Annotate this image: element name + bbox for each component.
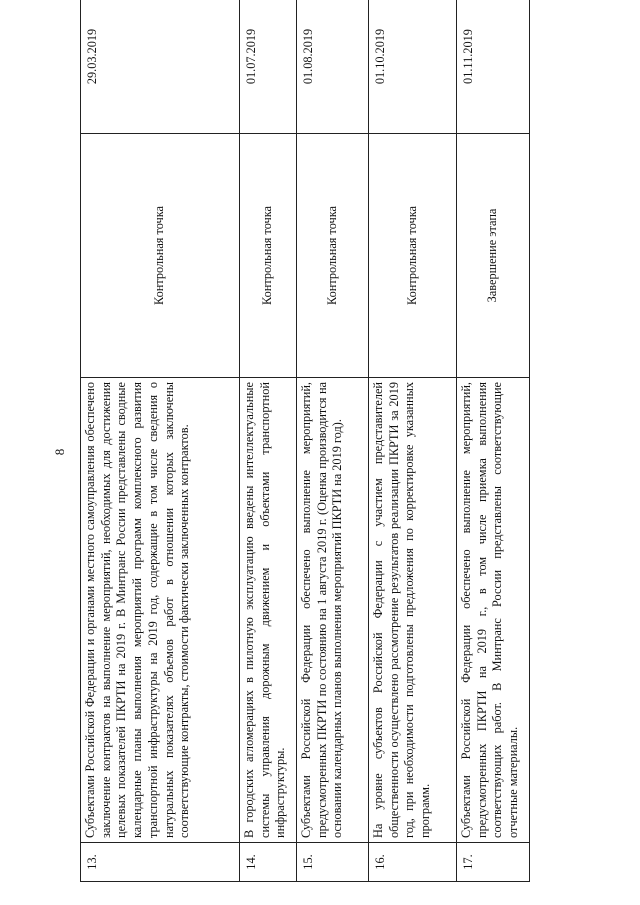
table-row — [369, 0, 457, 882]
row-description: Субъектами Российской Федерации обеспечено выполнение мероприятий, предусмотренных ПКРТИ по состоянию на 1 августа 2019 г. (Оценка производится на основании календарных планов выполнения мероприятий ПКРТИ на 2019 год). — [297, 378, 369, 843]
row-date: 01.10.2019 — [369, 0, 457, 134]
row-type: Контрольная точка — [297, 134, 369, 378]
row-description: В городских агломерациях в пилотную эксплуатацию введены интеллектуальные системы управления дорожным движением и объектами транспортной инфраструктуры. — [240, 378, 297, 843]
row-type: Контрольная точка — [369, 134, 457, 378]
row-type: Контрольная точка — [240, 134, 297, 378]
table-row — [457, 0, 530, 882]
milestones-table-wrapper — [80, 16, 521, 882]
row-description: Субъектами Российской Федерации и органами местного самоуправления обеспечено заключение контрактов на выполнение мероприятий, необходимых для достижения целевых показателей ПКРТИ на 2019 г. В Минтранс России представлены сводные календарные планы выполнения мероприятий программ комплексного развития транспортной инфраструктуры на 2019 год, содержащие в том числе сведения о натуральных показателях объемов работ в отношении которых заключены соответствующие контракты, стоимости фактически заключенных контрактов. — [81, 378, 240, 843]
row-number: 14. — [240, 843, 297, 882]
row-date: 01.11.2019 — [457, 0, 530, 134]
row-number: 15. — [297, 843, 369, 882]
row-date: 01.08.2019 — [297, 0, 369, 134]
page-number: 8 — [52, 448, 67, 456]
row-number: 13. — [81, 843, 240, 882]
row-number: 16. — [369, 843, 457, 882]
table-row — [240, 0, 297, 882]
table-row — [81, 0, 240, 882]
row-date: 01.07.2019 — [240, 0, 297, 134]
row-date: 29.03.2019 — [81, 0, 240, 134]
row-number: 17. — [457, 843, 530, 882]
row-type: Завершение этапа — [457, 134, 530, 378]
row-description: Субъектами Российской Федерации обеспечено выполнение мероприятий, предусмотренных ПКРТИ на 2019 г., в том числе приемка выполнения соответствующих работ. В Минтранс России представлены соответствующие отчетные материалы. — [457, 378, 530, 843]
milestones-table — [80, 0, 530, 882]
row-type: Контрольная точка — [81, 134, 240, 378]
table-row — [297, 0, 369, 882]
row-description: На уровне субъектов Российской Федерации с участием представителей общественности осуществлено рассмотрение результатов реализации ПКРТИ за 2019 год, при необходимости подготовлены предложения по корректировке указанных программ. — [369, 378, 457, 843]
